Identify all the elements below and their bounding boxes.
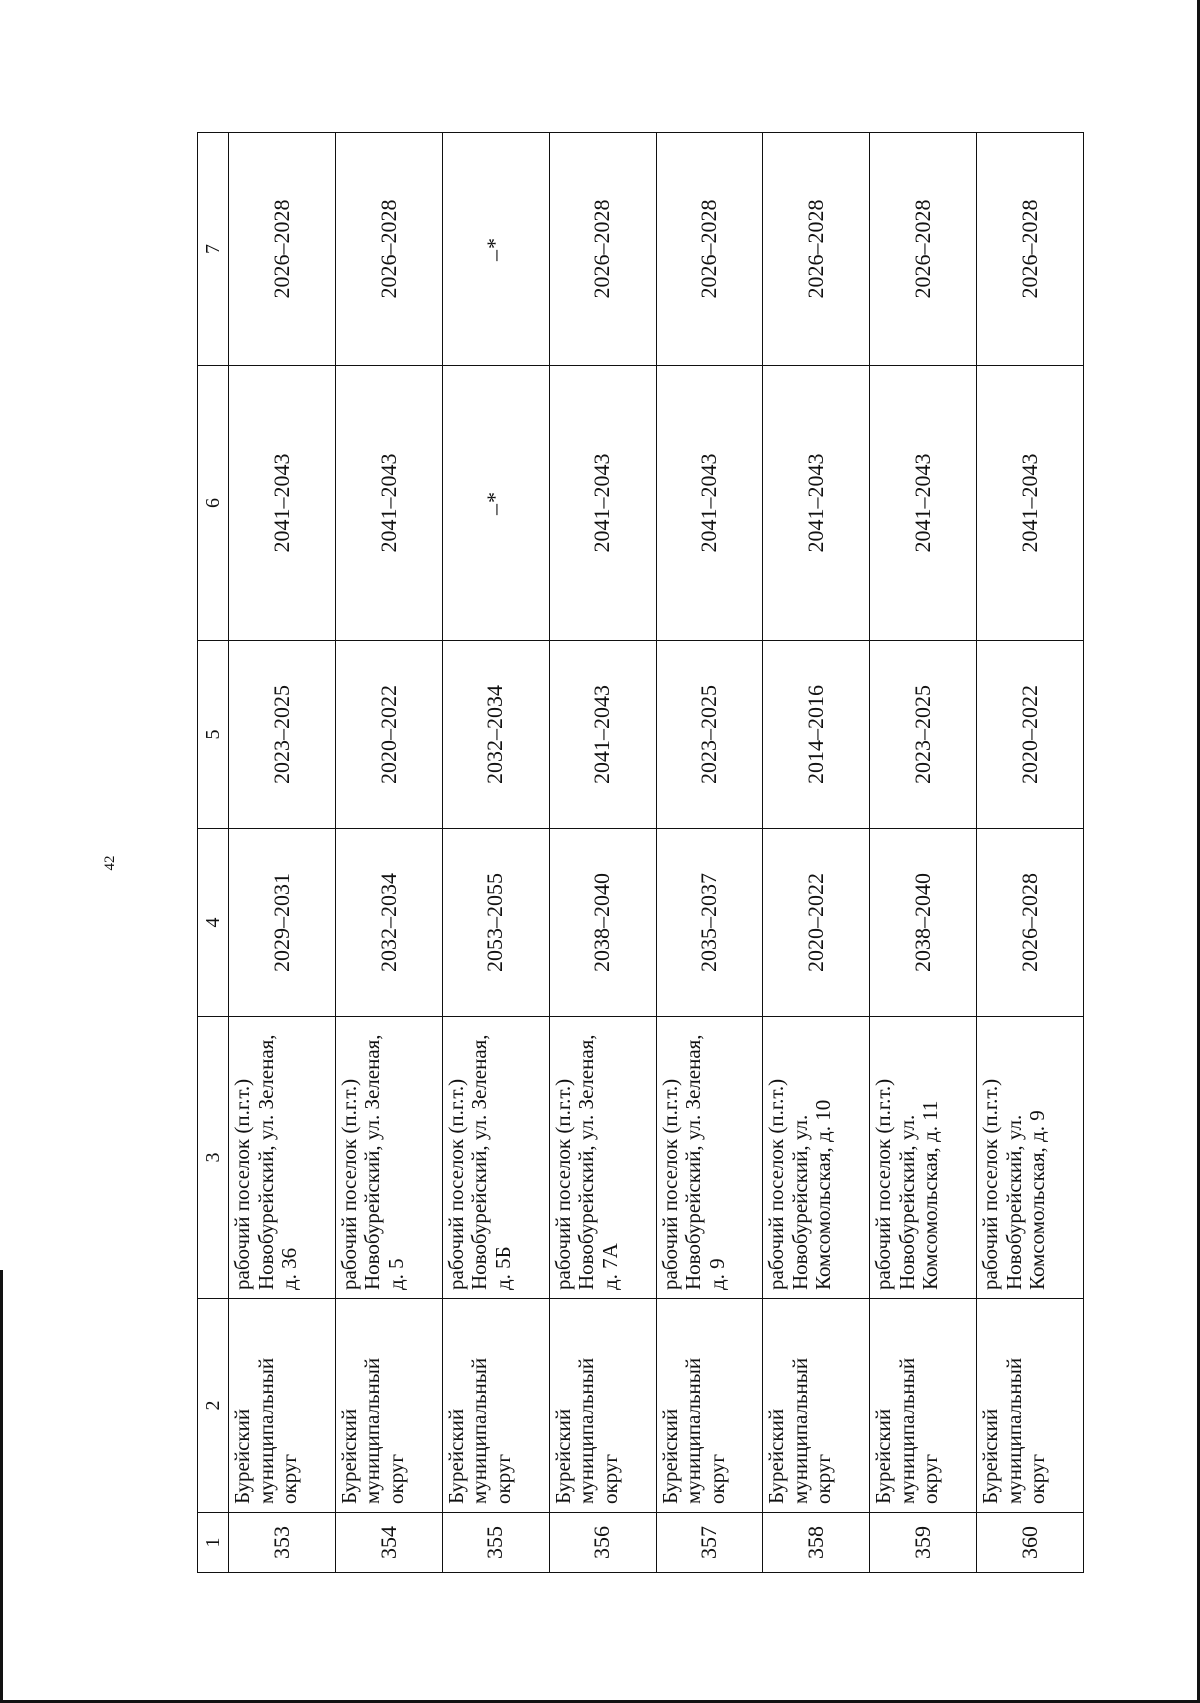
column-header-3: 3: [198, 1017, 229, 1299]
column-6-cell: 2041–2043: [229, 366, 336, 641]
table-row: [442, 133, 549, 1573]
column-6-cell: –*: [442, 366, 549, 641]
column-4-cell: 2032–2034: [335, 829, 442, 1017]
row-number: 354: [335, 1513, 442, 1573]
column-6-cell: 2041–2043: [656, 366, 763, 641]
column-6-cell: 2041–2043: [335, 366, 442, 641]
page-number: 42: [101, 855, 118, 871]
row-number: 353: [229, 1513, 336, 1573]
district-cell: Бурейский муниципальный округ: [229, 1299, 336, 1513]
column-header-6: 6: [198, 366, 229, 641]
column-4-cell: 2053–2055: [442, 829, 549, 1017]
district-cell: Бурейский муниципальный округ: [977, 1299, 1084, 1513]
address-cell: рабочий поселок (п.г.т.) Новобурейский, ул. Комсомольская, д. 11: [870, 1017, 977, 1299]
column-6-cell: 2041–2043: [549, 366, 656, 641]
column-6-cell: 2041–2043: [977, 366, 1084, 641]
column-4-cell: 2038–2040: [870, 829, 977, 1017]
district-cell: Бурейский муниципальный округ: [656, 1299, 763, 1513]
housing-schedule-table: [197, 132, 1084, 1573]
district-cell: Бурейский муниципальный округ: [870, 1299, 977, 1513]
table-row: [549, 133, 656, 1573]
column-4-cell: 2026–2028: [977, 829, 1084, 1017]
column-5-cell: 2023–2025: [229, 641, 336, 829]
address-cell: рабочий поселок (п.г.т.) Новобурейский, ул. Зеленая, д. 36: [229, 1017, 336, 1299]
address-cell: рабочий поселок (п.г.т.) Новобурейский, ул. Зеленая, д. 5: [335, 1017, 442, 1299]
table-row: [335, 133, 442, 1573]
column-5-cell: 2020–2022: [335, 641, 442, 829]
address-cell: рабочий поселок (п.г.т.) Новобурейский, ул. Зеленая, д. 9: [656, 1017, 763, 1299]
column-7-cell: 2026–2028: [656, 133, 763, 366]
column-7-cell: 2026–2028: [549, 133, 656, 366]
table-row: [229, 133, 336, 1573]
column-4-cell: 2035–2037: [656, 829, 763, 1017]
column-6-cell: 2041–2043: [870, 366, 977, 641]
row-number: 358: [763, 1513, 870, 1573]
table-row: [870, 133, 977, 1573]
column-7-cell: 2026–2028: [335, 133, 442, 366]
address-cell: рабочий поселок (п.г.т.) Новобурейский, ул. Комсомольская, д. 10: [763, 1017, 870, 1299]
column-4-cell: 2029–2031: [229, 829, 336, 1017]
column-4-cell: 2038–2040: [549, 829, 656, 1017]
row-number: 359: [870, 1513, 977, 1573]
district-cell: Бурейский муниципальный округ: [442, 1299, 549, 1513]
column-7-cell: 2026–2028: [763, 133, 870, 366]
district-cell: Бурейский муниципальный округ: [763, 1299, 870, 1513]
column-header-5: 5: [198, 641, 229, 829]
column-5-cell: 2023–2025: [656, 641, 763, 829]
column-header-7: 7: [198, 133, 229, 366]
scan-border-left: [0, 1270, 3, 1703]
table-row: [763, 133, 870, 1573]
row-number: 356: [549, 1513, 656, 1573]
table-row: [656, 133, 763, 1573]
column-7-cell: 2026–2028: [977, 133, 1084, 366]
table-row: [977, 133, 1084, 1573]
column-5-cell: 2023–2025: [870, 641, 977, 829]
column-4-cell: 2020–2022: [763, 829, 870, 1017]
column-header-4: 4: [198, 829, 229, 1017]
address-cell: рабочий поселок (п.г.т.) Новобурейский, ул. Зеленая, д. 5Б: [442, 1017, 549, 1299]
address-cell: рабочий поселок (п.г.т.) Новобурейский, ул. Зеленая, д. 7А: [549, 1017, 656, 1299]
column-7-cell: 2026–2028: [229, 133, 336, 366]
column-7-cell: 2026–2028: [870, 133, 977, 366]
rotated-table-wrapper: [197, 133, 1084, 1573]
column-5-cell: 2020–2022: [977, 641, 1084, 829]
column-7-cell: –*: [442, 133, 549, 366]
column-header-1: 1: [198, 1513, 229, 1573]
column-header-2: 2: [198, 1299, 229, 1513]
header-row: [198, 133, 229, 1573]
row-number: 360: [977, 1513, 1084, 1573]
district-cell: Бурейский муниципальный округ: [335, 1299, 442, 1513]
column-5-cell: 2032–2034: [442, 641, 549, 829]
column-5-cell: 2041–2043: [549, 641, 656, 829]
district-cell: Бурейский муниципальный округ: [549, 1299, 656, 1513]
address-cell: рабочий поселок (п.г.т.) Новобурейский, ул. Комсомольская, д. 9: [977, 1017, 1084, 1299]
row-number: 357: [656, 1513, 763, 1573]
row-number: 355: [442, 1513, 549, 1573]
column-6-cell: 2041–2043: [763, 366, 870, 641]
column-5-cell: 2014–2016: [763, 641, 870, 829]
